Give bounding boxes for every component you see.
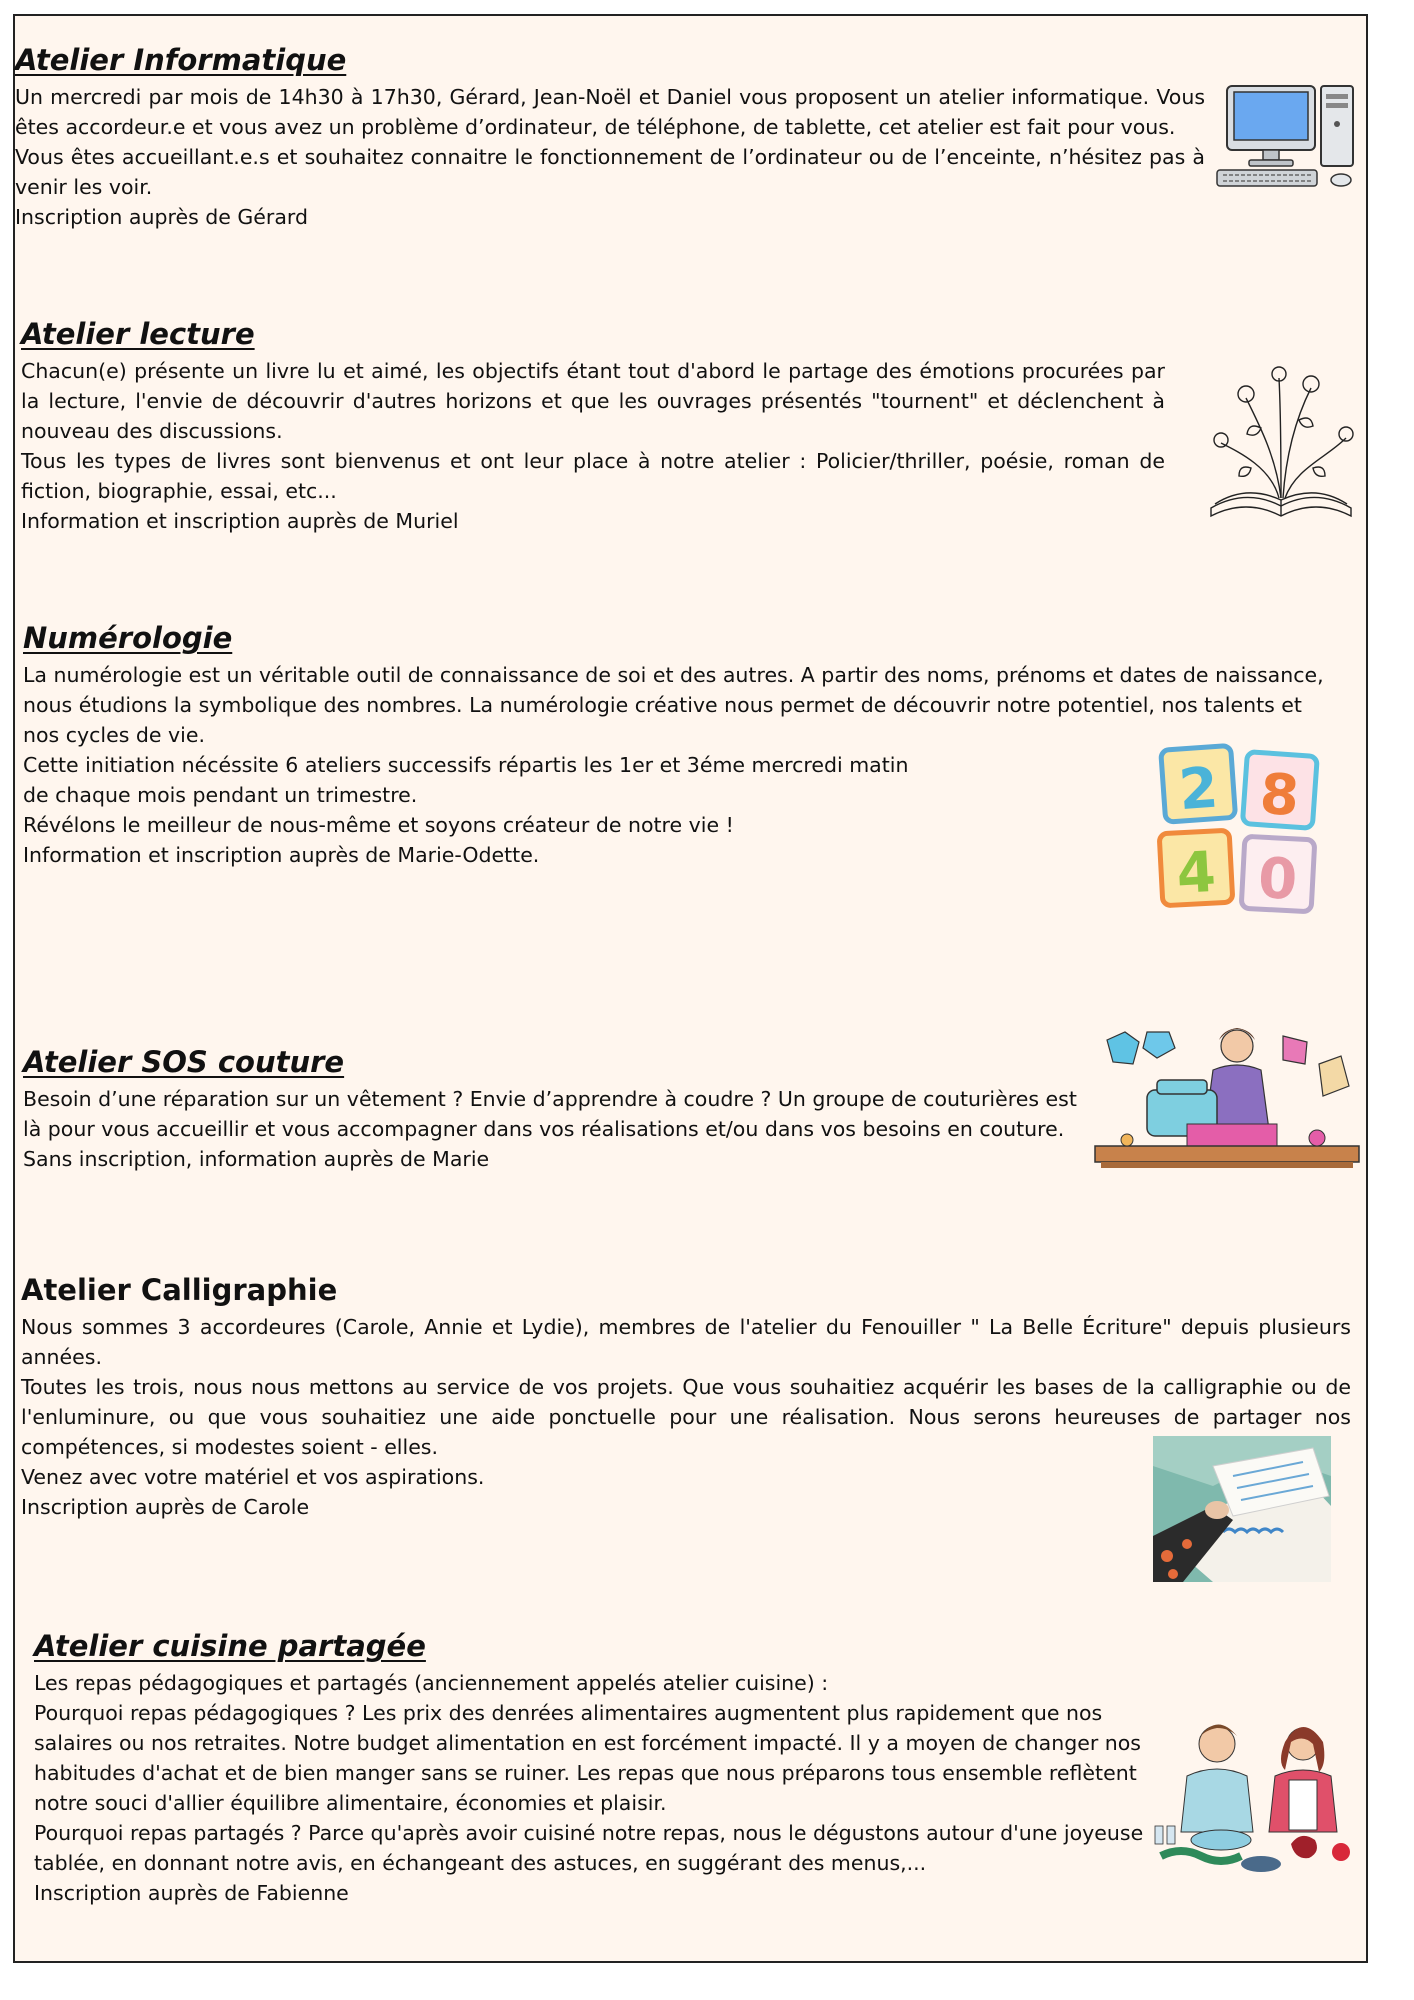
section-title: Atelier Informatique xyxy=(15,43,347,77)
section-paragraph: Cette initiation nécéssite 6 ateliers successifs répartis les 1er et 3éme mercredi matin de chaque mois pendant un trimestre. xyxy=(23,753,909,807)
sewing-machine-icon xyxy=(1087,1020,1367,1200)
section-paragraph: Chacun(e) présente un livre lu et aimé, les objectifs étant tout d'abord le partage des émotions procurées par la lecture, l'envie de découvrir d'autres horizons et que les ouvrages présentés "tournent" et déclenchent à nouveau des discussions. xyxy=(21,359,1165,443)
section-paragraph: Un mercredi par mois de 14h30 à 17h30, Gérard, Jean-Noël et Daniel vous proposent un atelier informatique. Vous êtes accordeur.e et vous avez un problème d’ordinateur, de téléphone, de tablette, cet atelier est fait pour vous. xyxy=(15,85,1205,139)
section-paragraph: Pourquoi repas pédagogiques ? Les prix des denrées alimentaires augmentent plus rapidement que nos salaires ou nos retraites. Notre budget alimentation en est forcément impacté. Il y a moyen de changer nos habitudes d'achat et de bien manger sans se ruiner. Les repas que nous préparons tous ensemble reflètent notre souci d'allier équilibre alimentaire, économies et plaisir. xyxy=(34,1701,1141,1815)
section-paragraph: Information et inscription auprès de Muriel xyxy=(21,509,459,533)
numerologie-narrow-block xyxy=(23,750,923,870)
section-calligraphie xyxy=(21,1272,1351,1522)
section-paragraph: La numérologie est un véritable outil de connaissance de soi et des autres. A partir des noms, prénoms et dates de naissance, nous étudions la symbolique des nombres. La numérologie créative nous permet de découvrir notre potentiel, nos talents et nos cycles de vie. xyxy=(23,663,1324,747)
section-informatique xyxy=(15,42,1205,232)
section-paragraph: Toutes les trois, nous nous mettons au service de vos projets. Que vous souhaitiez acquérir les bases de la calligraphie ou de l'enluminure, ou que vous souhaitiez une aide ponctuelle pour une réalisation. Nous serons heureuses de partager nos compétences, si modestes soient - elles. xyxy=(21,1375,1351,1459)
section-paragraph: Inscription auprès de Fabienne xyxy=(34,1881,349,1905)
section-title: Atelier cuisine partagée xyxy=(34,1629,426,1663)
section-title: Numérologie xyxy=(23,621,233,655)
section-paragraph: Nous sommes 3 accordeures (Carole, Annie et Lydie), membres de l'atelier du Fenouiller " La Belle Écriture" depuis plusieurs années. xyxy=(21,1315,1351,1369)
section-couture xyxy=(23,1044,1088,1174)
section-title: Atelier lecture xyxy=(21,317,255,351)
section-paragraph: Révélons le meilleur de nous-même et soyons créateur de notre vie ! xyxy=(23,813,734,837)
section-paragraph: Besoin d’une réparation sur un vêtement ? Envie d’apprendre à coudre ? Un groupe de couturières est là pour vous accueillir et vous accompagner dans vos réalisations et/ou dans vos besoins en couture. xyxy=(23,1087,1077,1141)
block-digit: 2 xyxy=(1176,755,1221,824)
section-title: Atelier Calligraphie xyxy=(21,1273,338,1307)
section-lecture xyxy=(21,316,1165,536)
computer-icon xyxy=(1213,82,1363,192)
block-digit: 8 xyxy=(1257,761,1302,830)
block-digit: 4 xyxy=(1175,839,1218,907)
section-paragraph: Tous les types de livres sont bienvenus et ont leur place à notre atelier : Policier/thriller, poésie, roman de fiction, biographie, essai, etc... xyxy=(21,449,1165,503)
section-paragraph: Les repas pédagogiques et partagés (anciennement appelés atelier cuisine) : xyxy=(34,1671,829,1695)
section-paragraph: Venez avec votre matériel et vos aspirations. xyxy=(21,1465,485,1489)
section-paragraph: Inscription auprès de Carole xyxy=(21,1495,310,1519)
number-blocks-icon xyxy=(1155,740,1325,920)
cooking-people-icon xyxy=(1151,1716,1363,1886)
section-cuisine xyxy=(34,1628,1146,1908)
section-title: Atelier SOS couture xyxy=(23,1045,345,1079)
open-book-flowers-icon xyxy=(1201,358,1361,528)
section-paragraph: Inscription auprès de Gérard xyxy=(15,205,308,229)
section-paragraph: Sans inscription, information auprès de Marie xyxy=(23,1147,490,1171)
page-frame xyxy=(13,14,1368,1963)
section-numerologie xyxy=(23,620,1343,870)
section-paragraph: Pourquoi repas partagés ? Parce qu'après avoir cuisiné notre repas, nous le dégustons autour d'une joyeuse tablée, en donnant notre avis, en échangeant des astuces, en suggérant des menus,... xyxy=(34,1821,1144,1875)
section-paragraph: Vous êtes accueillant.e.s et souhaitez connaitre le fonctionnement de l’ordinateur ou de l’enceinte, n’hésitez pas à venir les voir. xyxy=(15,145,1205,199)
section-paragraph: Information et inscription auprès de Marie-Odette. xyxy=(23,843,540,867)
block-digit: 0 xyxy=(1256,846,1299,914)
calligraphy-photo-icon xyxy=(1153,1436,1331,1582)
